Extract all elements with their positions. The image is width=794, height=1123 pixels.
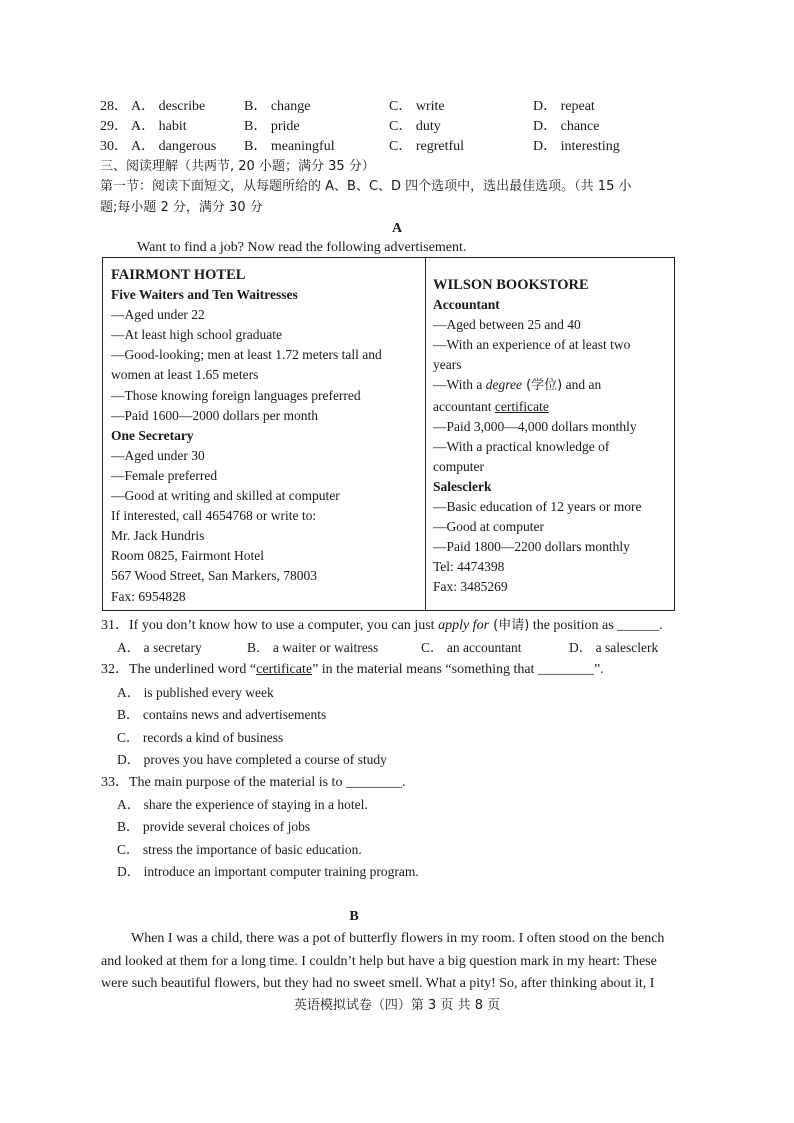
part-intro-line-2: 题;每小题 2 分，满分 30 分	[100, 200, 263, 215]
accountant-requirement: —Aged between 25 and 40	[433, 317, 581, 333]
contact-line: Fax: 6954828	[111, 588, 186, 604]
q29-option-c: C． duty	[389, 119, 441, 134]
contact-line: Room 0825, Fairmont Hotel	[111, 548, 264, 564]
degree-word: degree	[485, 377, 522, 393]
salesclerk-heading: Salesclerk	[433, 478, 492, 494]
q29-option-a: A． habit	[131, 119, 187, 134]
q31-option-c: C． an accountant	[421, 640, 522, 655]
q32-stem	[101, 661, 604, 679]
passage-a-intro: Want to find a job? Now read the following advertisement.	[137, 240, 467, 255]
waiter-requirement: —Paid 1600—2000 dollars per month	[111, 407, 318, 423]
waiter-requirement: —Good-looking; men at least 1.72 meters tall and	[111, 347, 382, 363]
q32-option-d: D． proves you have completed a course of study	[117, 752, 387, 767]
accountant-requirement: years	[433, 357, 462, 373]
salesclerk-requirement: —Basic education of 12 years or more	[433, 499, 642, 515]
ad-right-column	[433, 275, 641, 598]
passage-b-line: and looked at them for a long time. I couldn’t help but have a big question mark in my heart: These	[101, 954, 657, 969]
q32-option-b: B． contains news and advertisements	[117, 707, 327, 722]
secretary-requirement: —Aged under 30	[111, 447, 205, 463]
q32-option-c: C． records a kind of business	[117, 730, 284, 745]
certificate-prefix: accountant	[433, 398, 495, 414]
passage-b-line: When I was a child, there was a pot of butterfly flowers in my room. I often stood on the bench	[131, 931, 665, 946]
accountant-requirement: —With a practical knowledge of	[433, 438, 610, 454]
q32-underlined-word: certificate	[256, 662, 313, 677]
secretary-heading: One Secretary	[111, 427, 194, 443]
q30-option-a: A． dangerous	[131, 139, 217, 154]
q32-stem-text: 32．The underlined word “	[101, 662, 257, 677]
passage-b-line: were such beautiful flowers, but they had no sweet smell. What a pity! So, after thinking about it, I	[101, 976, 655, 991]
q30-number: 30．	[100, 139, 128, 154]
degree-prefix: —With a	[433, 377, 486, 393]
advertisement-divider	[425, 257, 426, 611]
q28-option-b: B． change	[244, 99, 311, 114]
q31-stem-text: 31．If you don’t know how to use a computer, you can just	[101, 618, 439, 633]
waiter-requirement: —At least high school graduate	[111, 327, 282, 343]
degree-chinese: (学位)	[521, 378, 563, 394]
q28-option-d: D． repeat	[533, 99, 595, 114]
section-title: 三、阅读理解（共两节, 20 小题；满分 35 分）	[100, 159, 375, 174]
accountant-requirement	[433, 375, 641, 396]
q33-stem: 33．The main purpose of the material is to ________.	[101, 775, 406, 790]
waiter-requirement: —Those knowing foreign languages preferred	[111, 387, 361, 403]
page-footer: 英语模拟试卷（四）第 3 页 共 8 页	[293, 998, 501, 1013]
contact-line: Mr. Jack Hundris	[111, 528, 205, 544]
q28-option-a: A． describe	[131, 99, 206, 114]
accountant-requirement: —Paid 3,000—4,000 dollars monthly	[433, 418, 637, 434]
part-intro-line-1: 第一节：阅读下面短文，从每题所给的 A、B、C、D 四个选项中，选出最佳选项。（共 15 小	[100, 179, 632, 194]
contact-line: 567 Wood Street, San Markers, 78003	[111, 568, 318, 584]
accountant-requirement: computer	[433, 458, 484, 474]
passage-b-label: B	[349, 909, 359, 924]
bookstore-name: WILSON BOOKSTORE	[433, 277, 589, 293]
waiter-requirement: women at least 1.65 meters	[111, 367, 259, 383]
secretary-requirement: —Good at writing and skilled at computer	[111, 488, 340, 504]
q30-option-d: D． interesting	[533, 139, 620, 154]
salesclerk-requirement: —Paid 1800—2200 dollars monthly	[433, 539, 630, 555]
contact-line: Tel: 4474398	[433, 559, 505, 575]
q33-option-b: B． provide several choices of jobs	[117, 819, 311, 834]
waiters-heading: Five Waiters and Ten Waitresses	[111, 287, 298, 303]
accountant-requirement: —With an experience of at least two	[433, 337, 631, 353]
q33-option-d: D． introduce an important computer training program.	[117, 864, 419, 879]
accountant-requirement	[433, 397, 641, 417]
q31-option-a: A． a secretary	[117, 640, 202, 655]
hotel-name: FAIRMONT HOTEL	[111, 267, 246, 283]
q31-option-d: D． a salesclerk	[569, 640, 659, 655]
q30-option-b: B． meaningful	[244, 139, 335, 154]
contact-line: If interested, call 4654768 or write to:	[111, 508, 317, 524]
q32-stem-end: ” in the material means “something that ________”.	[312, 662, 604, 677]
q31-stem	[101, 617, 663, 635]
q31-stem-end: the position as ______.	[529, 618, 663, 633]
q30-option-c: C． regretful	[389, 139, 465, 154]
contact-line: Fax: 3485269	[433, 579, 508, 595]
secretary-requirement: —Female preferred	[111, 467, 218, 483]
certificate-underlined: certificate	[494, 398, 549, 414]
q29-number: 29．	[100, 119, 128, 134]
salesclerk-requirement: —Good at computer	[433, 519, 544, 535]
q28-number: 28．	[100, 99, 128, 114]
degree-suffix: and an	[562, 377, 602, 393]
accountant-heading: Accountant	[433, 297, 500, 313]
q31-chinese: (申请)	[489, 618, 530, 633]
q29-option-d: D． chance	[533, 119, 600, 134]
waiter-requirement: —Aged under 22	[111, 307, 205, 323]
q31-option-b: B． a waiter or waitress	[247, 640, 379, 655]
passage-a-label: A	[391, 221, 403, 236]
q29-option-b: B． pride	[244, 119, 300, 134]
q33-option-a: A． share the experience of staying in a hotel.	[117, 797, 368, 812]
q28-option-c: C． write	[389, 99, 445, 114]
q32-option-a: A． is published every week	[117, 685, 274, 700]
q31-italic-phrase: apply for	[438, 618, 490, 633]
ad-left-column	[111, 265, 382, 607]
q33-option-c: C． stress the importance of basic education.	[117, 842, 362, 857]
